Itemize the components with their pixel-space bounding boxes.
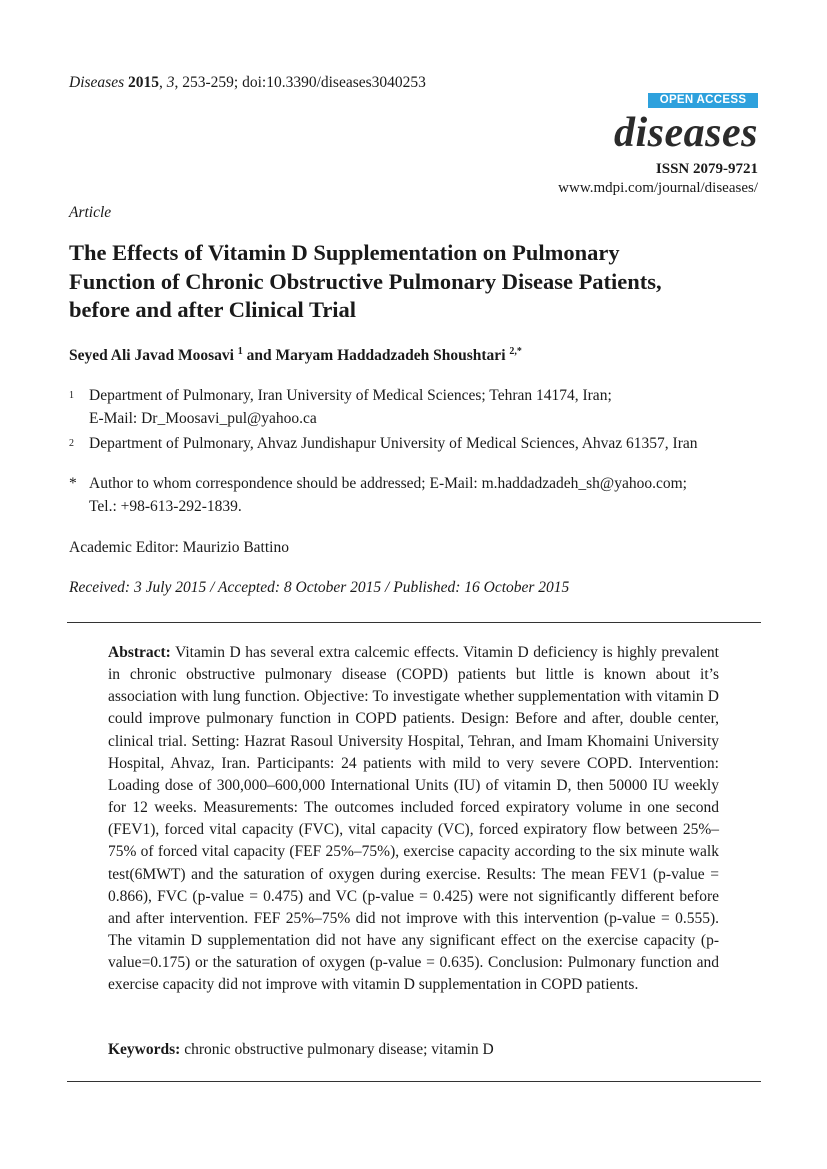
citation-journal: Diseases <box>69 74 125 91</box>
keywords-text: chronic obstructive pulmonary disease; vitamin D <box>184 1041 494 1058</box>
divider-top <box>67 622 761 623</box>
keywords <box>108 1041 494 1059</box>
authors <box>69 346 522 365</box>
correspondence-phone: Tel.: +98-613-292-1839. <box>89 498 242 515</box>
abstract-text: Vitamin D has several extra calcemic effects. Vitamin D deficiency is highly prevalent in chronic obstructive pulmonary disease (COPD) patients but little is known about it’s association with lung function. Objective: To investigate whether supplementation with vitamin D could improve pulmonary function in COPD patients. Design: Before and after, double center, clinical trial. Setting: Hazrat Rasoul University Hospital, Tehran, and Imam Khomaini University Hospital, Ahvaz, Iran. Participants: 24 patients with mild to very severe COPD. Intervention: Loading dose of 300,000–600,000 International Units (IU) of vitamin D, then 50000 IU weekly for 12 weeks. Measurements: The outcomes included forced expiratory volume in one second (FEV1), forced vital capacity (FVC), vital capacity (VC), forced expiratory flow between 25%–75% of forced vital capacity (FEF 25%–75%), exercise capacity according to the six minute walk test(6MWT) and the saturation of oxygen during exercise. Results: The mean FEV1 (p-value = 0.866), FVC (p-value = 0.475) and VC (p-value = 0.425) were not significantly different before and after intervention. FEF 25%–75% did not improve with this intervention (p-value = 0.555). The vitamin D supplementation did not have any significant effect on the exercise capacity (p-value=0.175) or the saturation of oxygen (p-value = 0.635). Conclusion: Pulmonary function and exercise capacity did not improve with vitamin D supplementation in COPD patients. <box>108 644 719 994</box>
divider-bottom <box>67 1081 761 1082</box>
affiliation-line: Department of Pulmonary, Ahvaz Jundishapur University of Medical Sciences, Ahvaz 61357, Iran <box>89 435 698 452</box>
publication-dates: Received: 3 July 2015 / Accepted: 8 October 2015 / Published: 16 October 2015 <box>69 579 570 596</box>
affiliation-line: Department of Pulmonary, Iran University of Medical Sciences; Tehran 14174, Iran; <box>89 387 612 404</box>
keywords-label: Keywords: <box>108 1041 181 1058</box>
correspondence-line[interactable]: Author to whom correspondence should be addressed; E-Mail: m.haddadzadeh_sh@yahoo.com; <box>89 475 687 492</box>
author-name: Maryam Haddadzadeh Shoushtari <box>275 347 506 365</box>
citation-year: 2015 <box>127 74 159 91</box>
author-affiliation-mark: 1 <box>237 346 243 357</box>
citation-line: Diseases 2015, 3, 253-259; doi:10.3390/diseases3040253 <box>69 74 426 91</box>
academic-editor: Academic Editor: Maurizio Battino <box>69 539 289 556</box>
article-type: Article <box>69 204 112 221</box>
affiliation-email[interactable]: E-Mail: Dr_Moosavi_pul@yahoo.ca <box>89 410 317 427</box>
title-line: before and after Clinical Trial <box>69 297 357 322</box>
abstract-label: Abstract: <box>108 644 171 661</box>
title-line: The Effects of Vitamin D Supplementation on Pulmonary <box>69 240 620 265</box>
journal-logo: diseases <box>614 110 758 156</box>
issn: ISSN 2079-9721 <box>655 161 758 177</box>
title-line: Function of Chronic Obstructive Pulmonary Disease Patients, <box>69 268 662 294</box>
affiliation-mark: 2 <box>69 438 74 449</box>
author-affiliation-mark: 2,* <box>509 346 522 357</box>
journal-url[interactable]: www.mdpi.com/journal/diseases/ <box>558 180 758 196</box>
article-title <box>69 239 769 325</box>
author-name: Seyed Ali Javad Moosavi <box>69 347 234 365</box>
correspondence-mark: * <box>69 475 77 492</box>
open-access-badge: OPEN ACCESS <box>648 93 758 108</box>
abstract <box>108 642 719 997</box>
citation-rest: , 253-259; doi:10.3390/diseases3040253 <box>174 74 426 91</box>
author-conjunction: and <box>242 347 276 365</box>
affiliation-mark: 1 <box>69 390 74 401</box>
citation-volume: 3 <box>166 74 175 91</box>
